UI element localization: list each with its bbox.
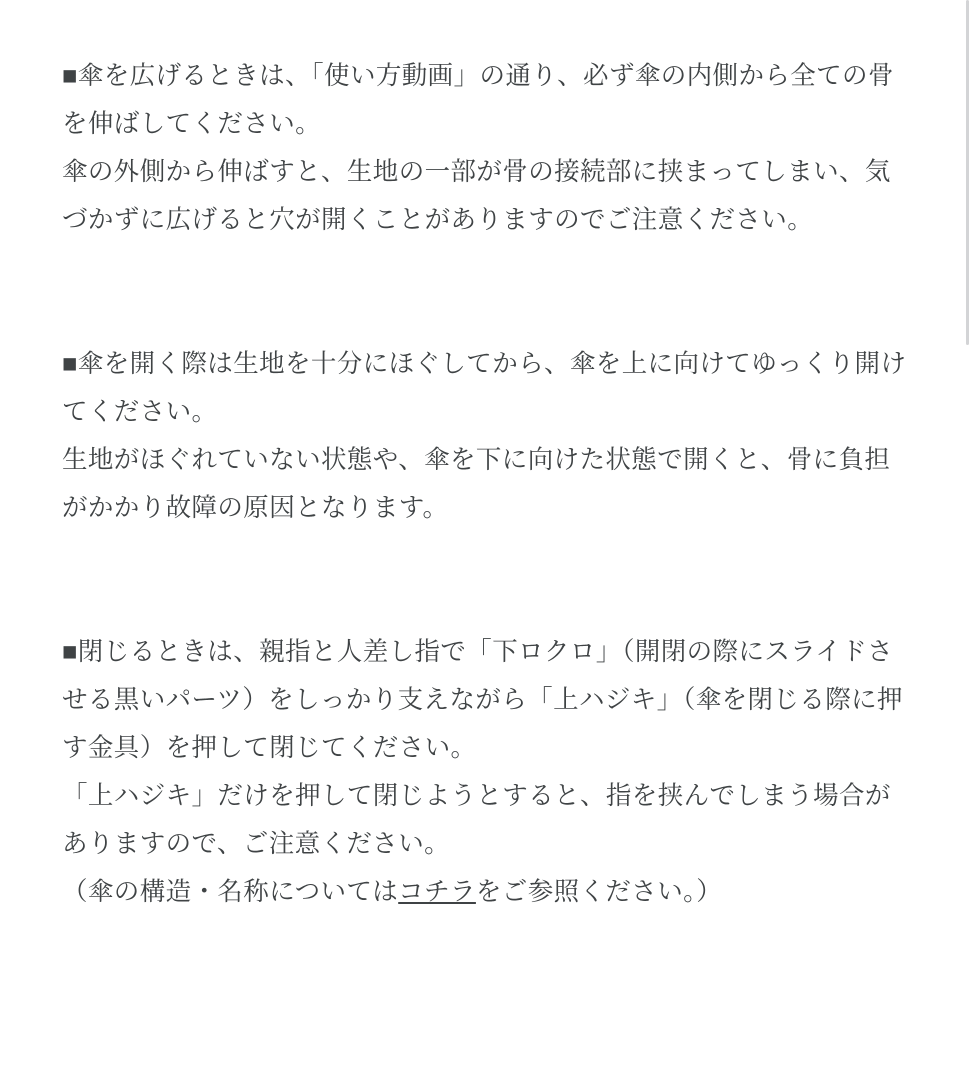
paragraph-structure-reference [62,868,909,916]
reference-suffix-text: をご参照ください。） [475,878,723,906]
scrollbar-track[interactable] [966,0,971,1080]
section-close-umbrella [62,628,909,916]
section-spacer-1 [62,244,909,340]
structure-reference-link[interactable]: コチラ [398,878,476,906]
paragraph-close-warning: 「上ハジキ」だけを押して閉じようとすると、指を挟んでしまう場合がありますので、ご注意ください。 [62,782,891,858]
paragraph-ribs-warning: 傘の外側から伸ばすと、生地の一部が骨の接続部に挟まってしまい、気づかずに広げると穴が開くことがありますのでご注意ください。 [62,158,891,234]
paragraph-fabric-instruction: ■傘を開く際は生地を十分にほぐしてから、傘を上に向けてゆっくり開けてください。 [62,350,907,426]
section-open-umbrella-ribs [62,52,909,244]
section-open-umbrella-fabric [62,340,909,532]
scrollbar-thumb[interactable] [966,0,969,345]
section-spacer-2 [62,532,909,628]
paragraph-fabric-warning: 生地がほぐれていない状態や、傘を下に向けた状態で開くと、骨に負担がかかり故障の原因となります。 [62,446,891,522]
paragraph-ribs-instruction: ■傘を広げるときは、「使い方動画」の通り、必ず傘の内側から全ての骨を伸ばしてください。 [62,62,894,138]
paragraph-close-instruction: ■閉じるときは、親指と人差し指で「下ロクロ」（開閉の際にスライドさせる黒いパーツ）をしっかり支えながら「上ハジキ」（傘を閉じる際に押す金具）を押して閉じてください。 [62,638,903,762]
reference-prefix-text: （傘の構造・名称については [62,878,399,906]
